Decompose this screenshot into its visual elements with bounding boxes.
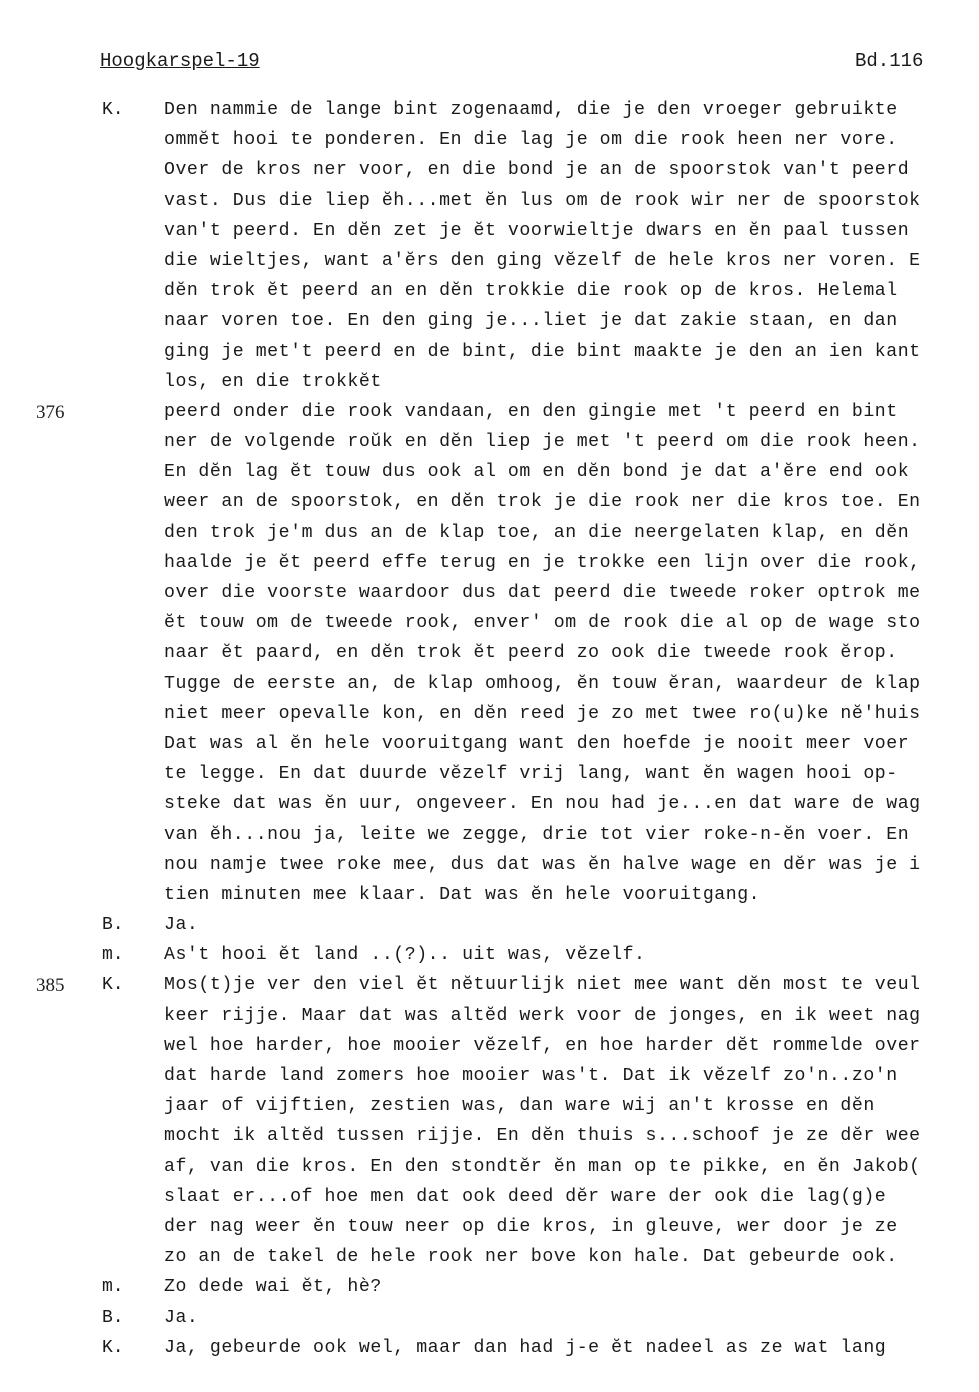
transcript-line xyxy=(0,1336,979,1366)
header-title: Hoogkarspel-19 xyxy=(100,50,260,72)
header-page-ref: Bd.116 xyxy=(855,50,924,72)
line-text: die wieltjes, want a'ĕrs den ging vĕzelf de hele kros ner voren. E xyxy=(164,250,921,271)
transcript-line xyxy=(0,279,979,309)
line-text: vast. Dus die liep ĕh...met ĕn lus om de rook wir ner de spoorstok xyxy=(164,190,921,211)
speaker-label: K. xyxy=(102,975,124,996)
transcript-line xyxy=(0,1124,979,1154)
transcript-line xyxy=(0,943,979,973)
line-text: ner de volgende roŭk en dĕn liep je met 't peerd om die rook heen. xyxy=(164,432,921,453)
transcript-line xyxy=(0,430,979,460)
transcript-line xyxy=(0,1185,979,1215)
transcript-line xyxy=(0,340,979,370)
transcript-body xyxy=(0,98,979,1366)
line-text: los, en die trokkĕt xyxy=(164,371,382,392)
line-text: ommĕt hooi te ponderen. En die lag je om die rook heen ner vore. xyxy=(164,130,898,151)
transcript-line xyxy=(0,400,979,430)
transcript-line xyxy=(0,309,979,339)
line-text: weer an de spoorstok, en dĕn trok je die rook ner die kros toe. En xyxy=(164,492,921,513)
transcript-line xyxy=(0,792,979,822)
line-text: den trok je'm dus an de klap toe, an die neergelaten klap, en dĕn xyxy=(164,522,910,543)
transcript-line xyxy=(0,611,979,641)
line-text: ĕt touw om de tweede rook, enver' om de rook die al op de wage sto xyxy=(164,613,921,634)
transcript-line xyxy=(0,370,979,400)
transcript-line xyxy=(0,1034,979,1064)
transcript-line xyxy=(0,762,979,792)
transcript-line xyxy=(0,672,979,702)
transcript-line xyxy=(0,973,979,1003)
line-text: tien minuten mee klaar. Dat was ĕn hele vooruitgang. xyxy=(164,884,761,905)
line-text: Ja, gebeurde ook wel, maar dan had j-e ĕt nadeel as ze wat lang xyxy=(164,1337,887,1358)
transcript-line xyxy=(0,913,979,943)
transcript-line xyxy=(0,823,979,853)
transcript-line xyxy=(0,1094,979,1124)
transcript-line xyxy=(0,1306,979,1336)
line-text: niet meer opevalle kon, en dĕn reed je zo met twee ro(u)ke nĕ'huis xyxy=(164,703,921,724)
line-text: over die voorste waardoor dus dat peerd die tweede roker optrok me xyxy=(164,583,921,603)
transcript-line xyxy=(0,158,979,188)
line-text: der nag weer ĕn touw neer op die kros, in gleuve, wer door je ze xyxy=(164,1216,898,1237)
line-text: af, van die kros. En den stondtĕr ĕn man op te pikke, en ĕn Jakob( xyxy=(164,1156,921,1177)
line-text: Den nammie de lange bint zogenaamd, die je den vroeger gebruikte xyxy=(164,100,898,120)
line-text: nou namje twee roke mee, dus dat was ĕn halve wage en dĕr was je i xyxy=(164,854,921,875)
transcript-line xyxy=(0,1275,979,1305)
transcript-line xyxy=(0,853,979,883)
line-text: zo an de takel de hele rook ner bove kon hale. Dat gebeurde ook. xyxy=(164,1247,898,1268)
transcript-line xyxy=(0,249,979,279)
line-text: van ĕh...nou ja, leite we zegge, drie tot vier roke-n-ĕn voer. En xyxy=(164,824,910,845)
transcript-line xyxy=(0,702,979,732)
line-text: haalde je ĕt peerd effe terug en je trokke een lijn over die rook, xyxy=(164,552,921,573)
transcript-line xyxy=(0,581,979,611)
transcript-line xyxy=(0,1155,979,1185)
transcript-line xyxy=(0,460,979,490)
speaker-label: B. xyxy=(102,915,124,936)
speaker-label: m. xyxy=(102,1277,124,1298)
line-text: dĕn trok ĕt peerd an en dĕn trokkie die rook op de kros. Helemal xyxy=(164,281,898,302)
line-text: Dat was al ĕn hele vooruitgang want den hoefde je nooit meer voer xyxy=(164,733,910,754)
line-text: te legge. En dat duurde vĕzelf vrij lang, want ĕn wagen hooi op- xyxy=(164,764,898,785)
line-text: naar voren toe. En den ging je...liet je dat zakie staan, en dan xyxy=(164,311,898,332)
line-text: Ja. xyxy=(164,915,199,936)
line-text: As't hooi ĕt land ..(?).. uit was, vĕzelf. xyxy=(164,945,646,966)
transcript-line xyxy=(0,883,979,913)
speaker-label: K. xyxy=(102,1337,124,1358)
line-text: dat harde land zomers hoe mooier was't. Dat ik vĕzelf zo'n..zo'n xyxy=(164,1066,898,1086)
line-text: steke dat was ĕn uur, ongeveer. En nou had je...en dat ware de wag xyxy=(164,794,921,815)
line-text: En dĕn lag ĕt touw dus ook al om en dĕn bond je dat a'ĕre end ook xyxy=(164,462,910,483)
transcript-line xyxy=(0,1245,979,1275)
line-text: mocht ik altĕd tussen rijje. En dĕn thuis s...schoof je ze dĕr wee xyxy=(164,1126,921,1147)
transcript-line xyxy=(0,1064,979,1094)
transcript-line xyxy=(0,551,979,581)
line-text: peerd onder die rook vandaan, en den gingie met 't peerd en bint xyxy=(164,401,898,422)
transcript-line xyxy=(0,1215,979,1245)
line-number: 385 xyxy=(36,975,65,997)
transcript-line xyxy=(0,732,979,762)
transcript-line xyxy=(0,219,979,249)
transcript-line xyxy=(0,521,979,551)
line-text: jaar of vijftien, zestien was, dan ware wij an't krosse en dĕn xyxy=(164,1096,875,1117)
transcript-line xyxy=(0,641,979,671)
line-text: wel hoe harder, hoe mooier vĕzelf, en hoe harder dĕt rommelde over xyxy=(164,1035,921,1056)
transcript-line xyxy=(0,128,979,158)
line-text: keer rijje. Maar dat was altĕd werk voor de jonges, en ik weet nag xyxy=(164,1005,921,1026)
line-text: Tugge de eerste an, de klap omhoog, ĕn touw ĕran, waardeur de klap xyxy=(164,673,921,694)
line-text: van't peerd. En dĕn zet je ĕt voorwieltje dwars en ĕn paal tussen xyxy=(164,220,910,241)
line-text: Zo dede wai ĕt, hè? xyxy=(164,1277,382,1298)
line-text: Ja. xyxy=(164,1307,199,1328)
transcript-line xyxy=(0,98,979,128)
speaker-label: m. xyxy=(102,945,124,966)
line-text: Over de kros ner voor, en die bond je an de spoorstok van't peerd xyxy=(164,160,910,181)
transcript-line xyxy=(0,1004,979,1034)
speaker-label: K. xyxy=(102,100,124,120)
line-text: slaat er...of hoe men dat ook deed dĕr ware der ook die lag(g)e xyxy=(164,1186,887,1207)
line-text: Mos(t)je ver den viel ĕt nĕtuurlijk niet mee want dĕn most te veul xyxy=(164,975,921,996)
line-text: naar ĕt paard, en dĕn trok ĕt peerd zo ook die tweede rook ĕrop. xyxy=(164,643,898,664)
line-text: ging je met't peerd en de bint, die bint maakte je den an ien kant xyxy=(164,341,921,362)
line-number: 376 xyxy=(36,401,65,423)
transcript-line xyxy=(0,189,979,219)
transcript-line xyxy=(0,490,979,520)
speaker-label: B. xyxy=(102,1307,124,1328)
